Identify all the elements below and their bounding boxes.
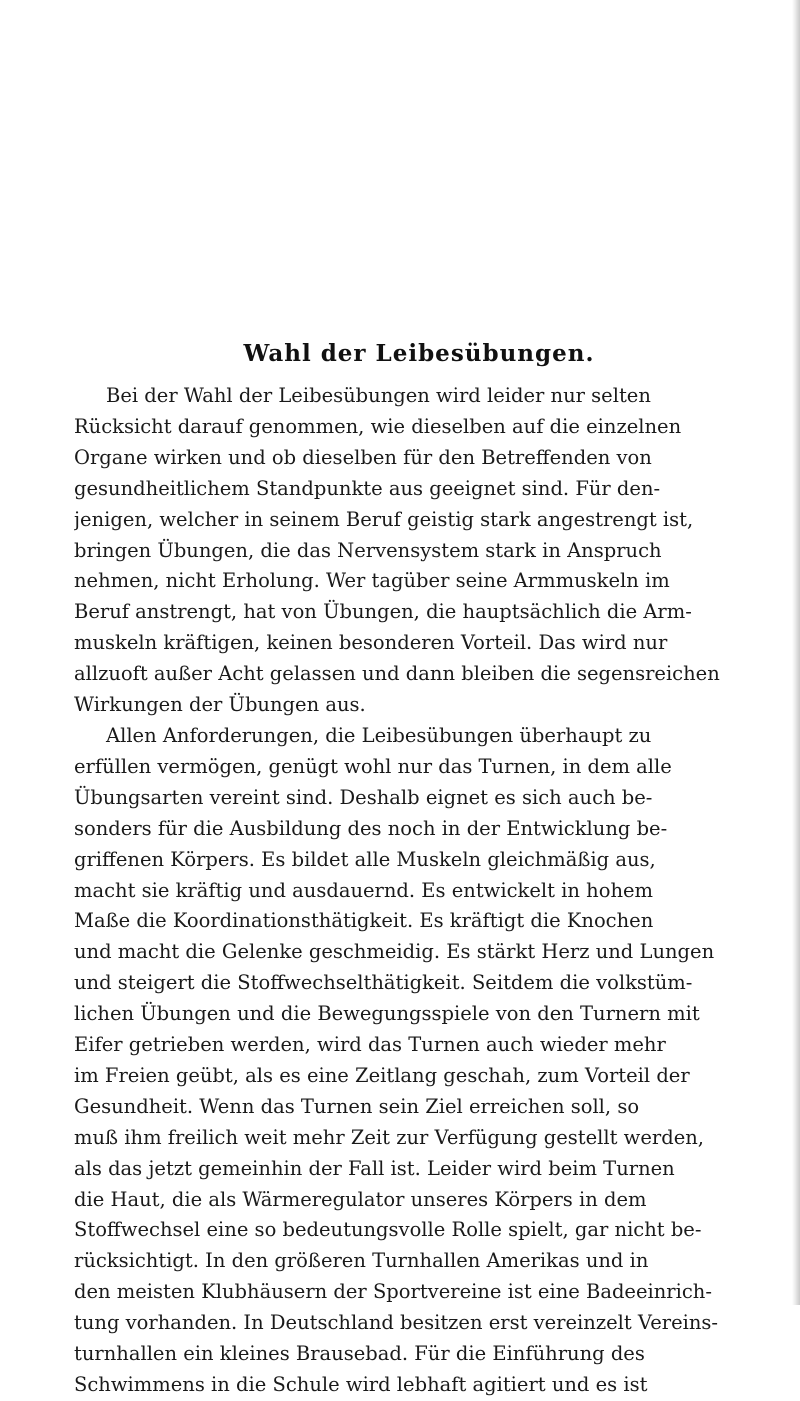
text-line: Gesundheit. Wenn das Turnen sein Ziel erreichen soll, so — [74, 1094, 640, 1118]
text-line: Maße die Koordinationsthätigkeit. Es kräftigt die Knochen — [74, 909, 654, 933]
text-line: als das jetzt gemeinhin der Fall ist. Leider wird beim Turnen — [74, 1156, 675, 1180]
text-line: nehmen, nicht Erholung. Wer tagüber seine Armmuskeln im — [74, 569, 670, 593]
text-line: bringen Übungen, die das Nervensystem stark in Anspruch — [74, 538, 662, 562]
text-line: macht sie kräftig und ausdauernd. Es entwickelt in hohem — [74, 878, 654, 902]
paragraph-1 — [74, 381, 764, 721]
text-line: erfüllen vermögen, genügt wohl nur das Turnen, in dem alle — [74, 754, 672, 778]
section-heading: Wahl der Leibesübungen. — [243, 340, 595, 367]
text-line: die Haut, die als Wärmeregulator unseres Körpers in dem — [74, 1187, 647, 1211]
text-line: und steigert die Stoffwechselthätigkeit. Seitdem die volkstüm- — [74, 971, 693, 995]
text-line: Wirkungen der Übungen aus. — [74, 693, 366, 717]
text-line: Rücksicht darauf genommen, wie dieselben auf die einzelnen — [74, 414, 682, 438]
text-line: tung vorhanden. In Deutschland besitzen erst vereinzelt Vereins- — [74, 1311, 719, 1335]
text-line: und macht die Gelenke geschmeidig. Es stärkt Herz und Lungen — [74, 940, 715, 964]
text-line: Organe wirken und ob dieselben für den Betreffenden von — [74, 445, 652, 469]
text-line: allzuoft außer Acht gelassen und dann bleiben die segensreichen — [74, 662, 720, 686]
text-line: Allen Anforderungen, die Leibesübungen überhaupt zu — [106, 723, 652, 747]
text-line: im Freien geübt, als es eine Zeitlang geschah, zum Vorteil der — [74, 1063, 690, 1087]
text-line: Übungsarten vereint sind. Deshalb eignet es sich auch be- — [74, 785, 653, 809]
text-line: Bei der Wahl der Leibesübungen wird leider nur selten — [106, 384, 651, 407]
text-line: Beruf anstrengt, hat von Übungen, die hauptsächlich die Arm- — [74, 600, 692, 624]
text-line: griffenen Körpers. Es bildet alle Muskeln gleichmäßig aus, — [74, 847, 656, 871]
text-line: turnhallen ein kleines Brausebad. Für die Einführung des — [74, 1342, 645, 1366]
text-line: gesundheitlichem Standpunkte aus geeignet sind. Für den- — [74, 476, 661, 500]
page-edge-shadow — [792, 0, 800, 1305]
text-line: lichen Übungen und die Bewegungsspiele von den Turnern mit — [74, 1002, 700, 1026]
text-line: den meisten Klubhäusern der Sportvereine ist eine Badeeinrich- — [74, 1280, 712, 1304]
text-line: Eifer getrieben werden, wird das Turnen auch wieder mehr — [74, 1033, 666, 1057]
text-line: muß ihm freilich weit mehr Zeit zur Verfügung gestellt werden, — [74, 1125, 705, 1149]
paragraph-2 — [74, 721, 764, 1401]
text-line: jenigen, welcher in seinem Beruf geistig stark angestrengt ist, — [74, 507, 694, 531]
text-line: Stoffwechsel eine so bedeutungsvolle Rolle spielt, gar nicht be- — [74, 1218, 702, 1242]
text-line: Schwimmens in die Schule wird lebhaft agitiert und es ist — [74, 1373, 648, 1396]
text-line: rücksichtigt. In den größeren Turnhallen Amerikas und in — [74, 1249, 649, 1273]
text-line: sonders für die Ausbildung des noch in der Entwicklung be- — [74, 816, 668, 840]
text-line: muskeln kräftigen, keinen besonderen Vorteil. Das wird nur — [74, 631, 668, 655]
document-page — [74, 340, 764, 1401]
